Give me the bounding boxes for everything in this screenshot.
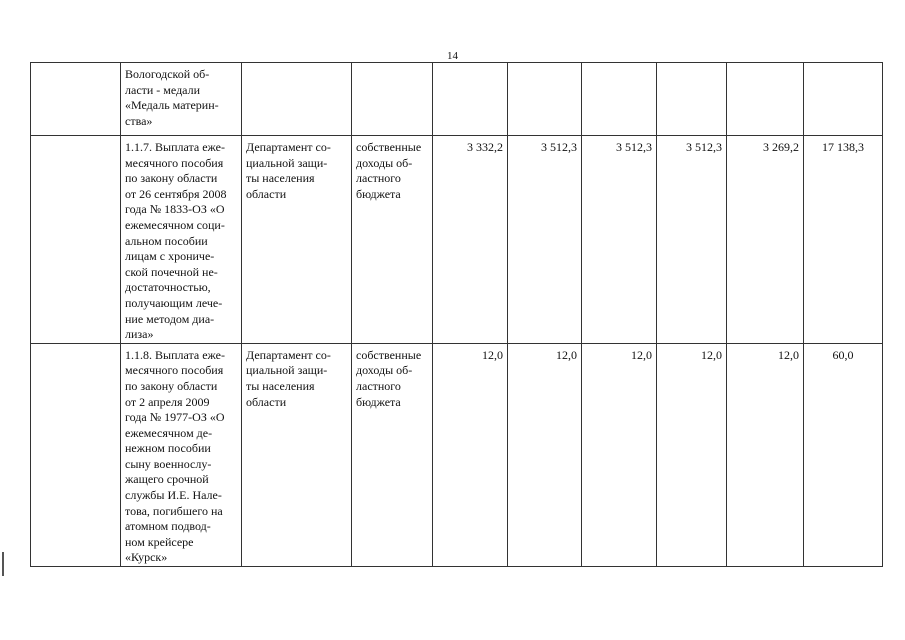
page-number: 14: [447, 50, 458, 62]
measure-description: 1.1.7. Выплата еже- месячного пособия по закону области от 26 сентября 2008 года № 1833-ОЗ «О ежемесячном соци- альном пособии лицам с хрониче- ской почечной не- достаточностью, получающим лече- ние методом диа- лиза»: [121, 136, 242, 344]
year-value: 3 332,2: [433, 136, 508, 344]
table-row: [31, 63, 883, 136]
year-value: 12,0: [582, 343, 657, 566]
year-value: [433, 63, 508, 136]
budget-table: [30, 62, 883, 567]
year-value: 12,0: [657, 343, 727, 566]
row-blank-cell: [31, 136, 121, 344]
total-value: 60,0: [804, 343, 883, 566]
responsible-executor: Департамент со- циальной защи- ты населения области: [242, 136, 352, 344]
funding-source: собственные доходы об- ластного бюджета: [352, 136, 433, 344]
row-blank-cell: [31, 63, 121, 136]
measure-description: Вологодской об- ласти - медали «Медаль материн- ства»: [121, 63, 242, 136]
funding-source: собственные доходы об- ластного бюджета: [352, 343, 433, 566]
year-value: [657, 63, 727, 136]
measure-description: 1.1.8. Выплата еже- месячного пособия по закону области от 2 апреля 2009 года № 1977-ОЗ «О ежемесячном де- нежном пособии сыну военнослу- жащего срочной службы И.Е. Нале- това, погибшего на атомном подвод- ном крейсере «Курск»: [121, 343, 242, 566]
total-value: 17 138,3: [804, 136, 883, 344]
year-value: 3 512,3: [582, 136, 657, 344]
year-value: 12,0: [508, 343, 582, 566]
table-row: [31, 136, 883, 344]
year-value: 12,0: [727, 343, 804, 566]
responsible-executor: [242, 63, 352, 136]
year-value: 3 512,3: [508, 136, 582, 344]
year-value: 3 512,3: [657, 136, 727, 344]
funding-source: [352, 63, 433, 136]
total-value: [804, 63, 883, 136]
year-value: 12,0: [433, 343, 508, 566]
year-value: [508, 63, 582, 136]
responsible-executor: Департамент со- циальной защи- ты населения области: [242, 343, 352, 566]
year-value: 3 269,2: [727, 136, 804, 344]
scan-margin-mark: [2, 552, 4, 576]
table-row: [31, 343, 883, 566]
year-value: [582, 63, 657, 136]
year-value: [727, 63, 804, 136]
row-blank-cell: [31, 343, 121, 566]
